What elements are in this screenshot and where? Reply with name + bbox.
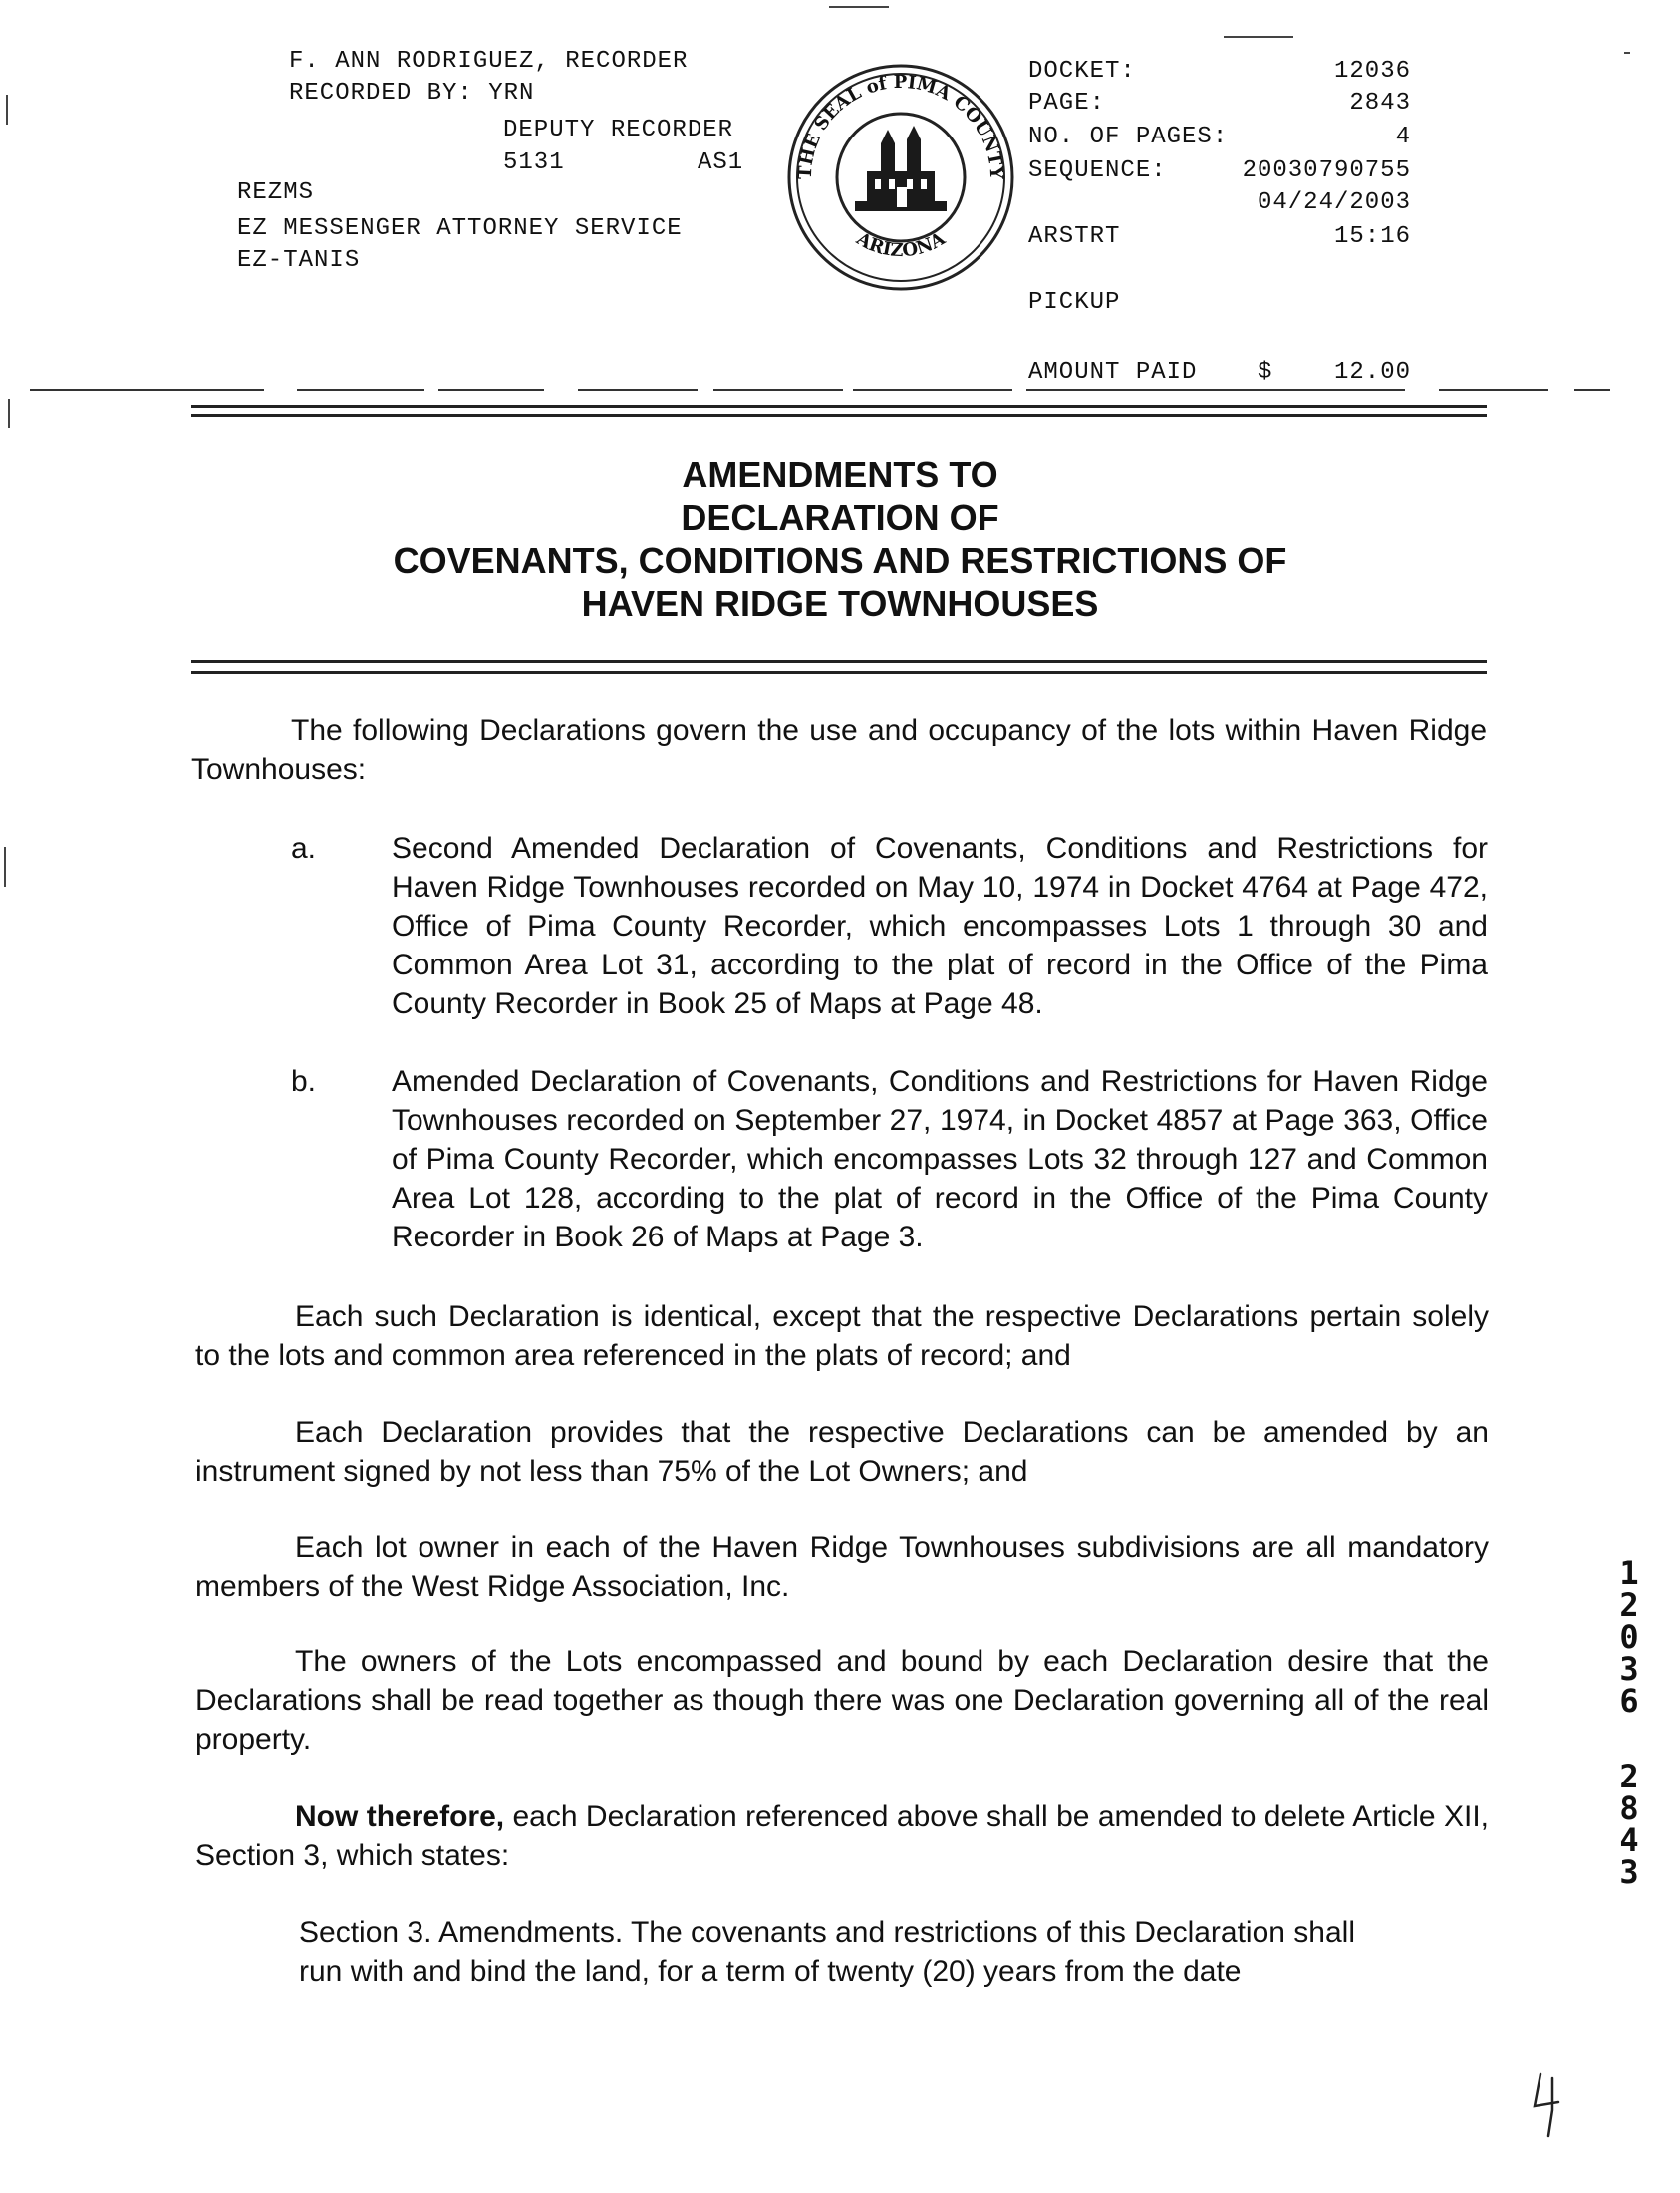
paragraph-identical: [195, 1297, 1489, 1375]
requester-code: REZMS: [237, 179, 315, 206]
header-dash-8: [1439, 389, 1548, 391]
item-b-text: Amended Declaration of Covenants, Conditions and Restrictions for Haven Ridge Townhouses recorded on September 27, 1974, in Docket 4857 at Page 363, Office of Pima County Recorder, which encompasses Lots 32 through 127 and Common Area Lot 128, according to the plat of record in the Office of the Pima County Recorder in Book 26 of Maps at Page 3.: [392, 1065, 1488, 1253]
sequence-label: SEQUENCE:: [1028, 157, 1167, 184]
title-line-2: DECLARATION OF: [681, 497, 999, 538]
intro-text: The following Declarations govern the use and occupancy of the lots within Haven Ridge Townhouses:: [191, 714, 1487, 786]
header-dash-6: [853, 389, 1012, 391]
title-line-1: AMENDMENTS TO: [682, 454, 998, 495]
pages-label: NO. OF PAGES:: [1028, 124, 1229, 150]
item-a-text: Second Amended Declaration of Covenants, Conditions and Restrictions for Haven Ridge Townhouses recorded on May 10, 1974 in Docket 4764 at Page 472, Office of Pima County Recorder, which encompasses Lots 1 through 30 and Common Area Lot 31, according to the plat of record in the Office of the Pima County Recorder in Book 25 of Maps at Page 48.: [392, 832, 1488, 1020]
header-dash-9: [1574, 389, 1610, 391]
title-rule-bottom-2: [191, 671, 1487, 674]
item-a-label: a.: [291, 832, 317, 865]
arstrt-label: ARSTRT: [1028, 223, 1121, 250]
seal-bottom-text: ARIZONA: [852, 228, 950, 262]
dollar-sign: $: [1258, 359, 1273, 386]
recorded-time: 15:16: [1333, 223, 1411, 250]
title-rule-top-1: [191, 405, 1487, 408]
paragraph-owners: [195, 1642, 1489, 1759]
recorder-name: F. ANN RODRIGUEZ, RECORDER: [289, 48, 689, 75]
document-title: [189, 453, 1491, 625]
docket-value: 12036: [1333, 58, 1411, 85]
header-dash-7: [1026, 389, 1405, 391]
margin-stamp-digit: 3: [1619, 1853, 1639, 1891]
deputy-number: 5131: [503, 149, 565, 176]
header-dash-5: [713, 389, 843, 391]
header-dash-1: [30, 389, 264, 391]
now-therefore-text: each Declaration referenced above shall be amended to delete Article XII, Section 3, which states:: [195, 1800, 1489, 1872]
county-seal: [785, 62, 1016, 293]
requester-name: EZ MESSENGER ATTORNEY SERVICE: [237, 215, 683, 242]
item-b-label: b.: [291, 1065, 317, 1098]
pickup-label: PICKUP: [1028, 289, 1121, 316]
header-dash-3: [438, 389, 544, 391]
amount-value: 12.00: [1333, 359, 1411, 386]
recorded-date: 04/24/2003: [1257, 189, 1411, 216]
paragraph-members: [195, 1528, 1489, 1606]
deputy-code: AS1: [698, 149, 744, 176]
header-dash-4: [578, 389, 698, 391]
title-rule-top-2: [191, 414, 1487, 417]
header-dash-2: [297, 389, 424, 391]
seal-top-text: THE SEAL of PIMA COUNTY: [794, 71, 1007, 180]
margin-stamp-digit: 6: [1619, 1682, 1639, 1720]
docket-label: DOCKET:: [1028, 58, 1136, 85]
margin-stamp-digit: 0: [1619, 1618, 1639, 1656]
handwritten-page-number: [1527, 2070, 1566, 2140]
pages-value: 4: [1395, 124, 1411, 150]
title-line-4: HAVEN RIDGE TOWNHOUSES: [581, 583, 1099, 624]
margin-stamp-digit: 8: [1619, 1789, 1639, 1827]
paragraph-identical-text: Each such Declaration is identical, except that the respective Declarations pertain solely to the lots and common area referenced in the plats of record; and: [195, 1300, 1489, 1372]
paragraph-owners-text: The owners of the Lots encompassed and bound by each Declaration desire that the Declarations shall be read together as though there was one Declaration governing all of the real property.: [195, 1645, 1489, 1756]
margin-stamp-digit: 2: [1619, 1758, 1639, 1795]
svg-text:THE SEAL of PIMA COUNTY: [795, 72, 1006, 181]
deputy-recorder: DEPUTY RECORDER: [503, 117, 734, 143]
quoted-section: Section 3. Amendments. The covenants and restrictions of this Declaration shall run with and bind the land, for a term of twenty (20) years from the date: [299, 1916, 1356, 1988]
title-rule-bottom-1: [191, 660, 1487, 663]
requester-short: EZ-TANIS: [237, 247, 361, 274]
now-therefore-bold: Now therefore,: [295, 1800, 505, 1833]
paragraph-amendable-text: Each Declaration provides that the respective Declarations can be amended by an instrument signed by not less than 75% of the Lot Owners; and: [195, 1416, 1489, 1488]
amount-label: AMOUNT PAID: [1028, 359, 1198, 386]
page-value: 2843: [1349, 90, 1411, 117]
paragraph-now-therefore: [195, 1797, 1489, 1875]
margin-stamp-digit: 3: [1619, 1650, 1639, 1688]
paragraph-amendable: [195, 1413, 1489, 1491]
margin-stamp-digit: 2: [1619, 1586, 1639, 1624]
margin-stamp-digit: 1: [1619, 1554, 1639, 1592]
paragraph-members-text: Each lot owner in each of the Haven Ridge Townhouses subdivisions are all mandatory members of the West Ridge Association, Inc.: [195, 1531, 1489, 1603]
intro-paragraph: [191, 711, 1487, 789]
recorded-by: RECORDED BY: YRN: [289, 80, 535, 107]
sequence-value: 20030790755: [1242, 157, 1411, 184]
page-label: PAGE:: [1028, 90, 1106, 117]
margin-stamp-digit: 4: [1619, 1821, 1639, 1859]
title-line-3: COVENANTS, CONDITIONS AND RESTRICTIONS OF: [393, 540, 1287, 581]
svg-text:ARIZONA: [852, 228, 950, 262]
